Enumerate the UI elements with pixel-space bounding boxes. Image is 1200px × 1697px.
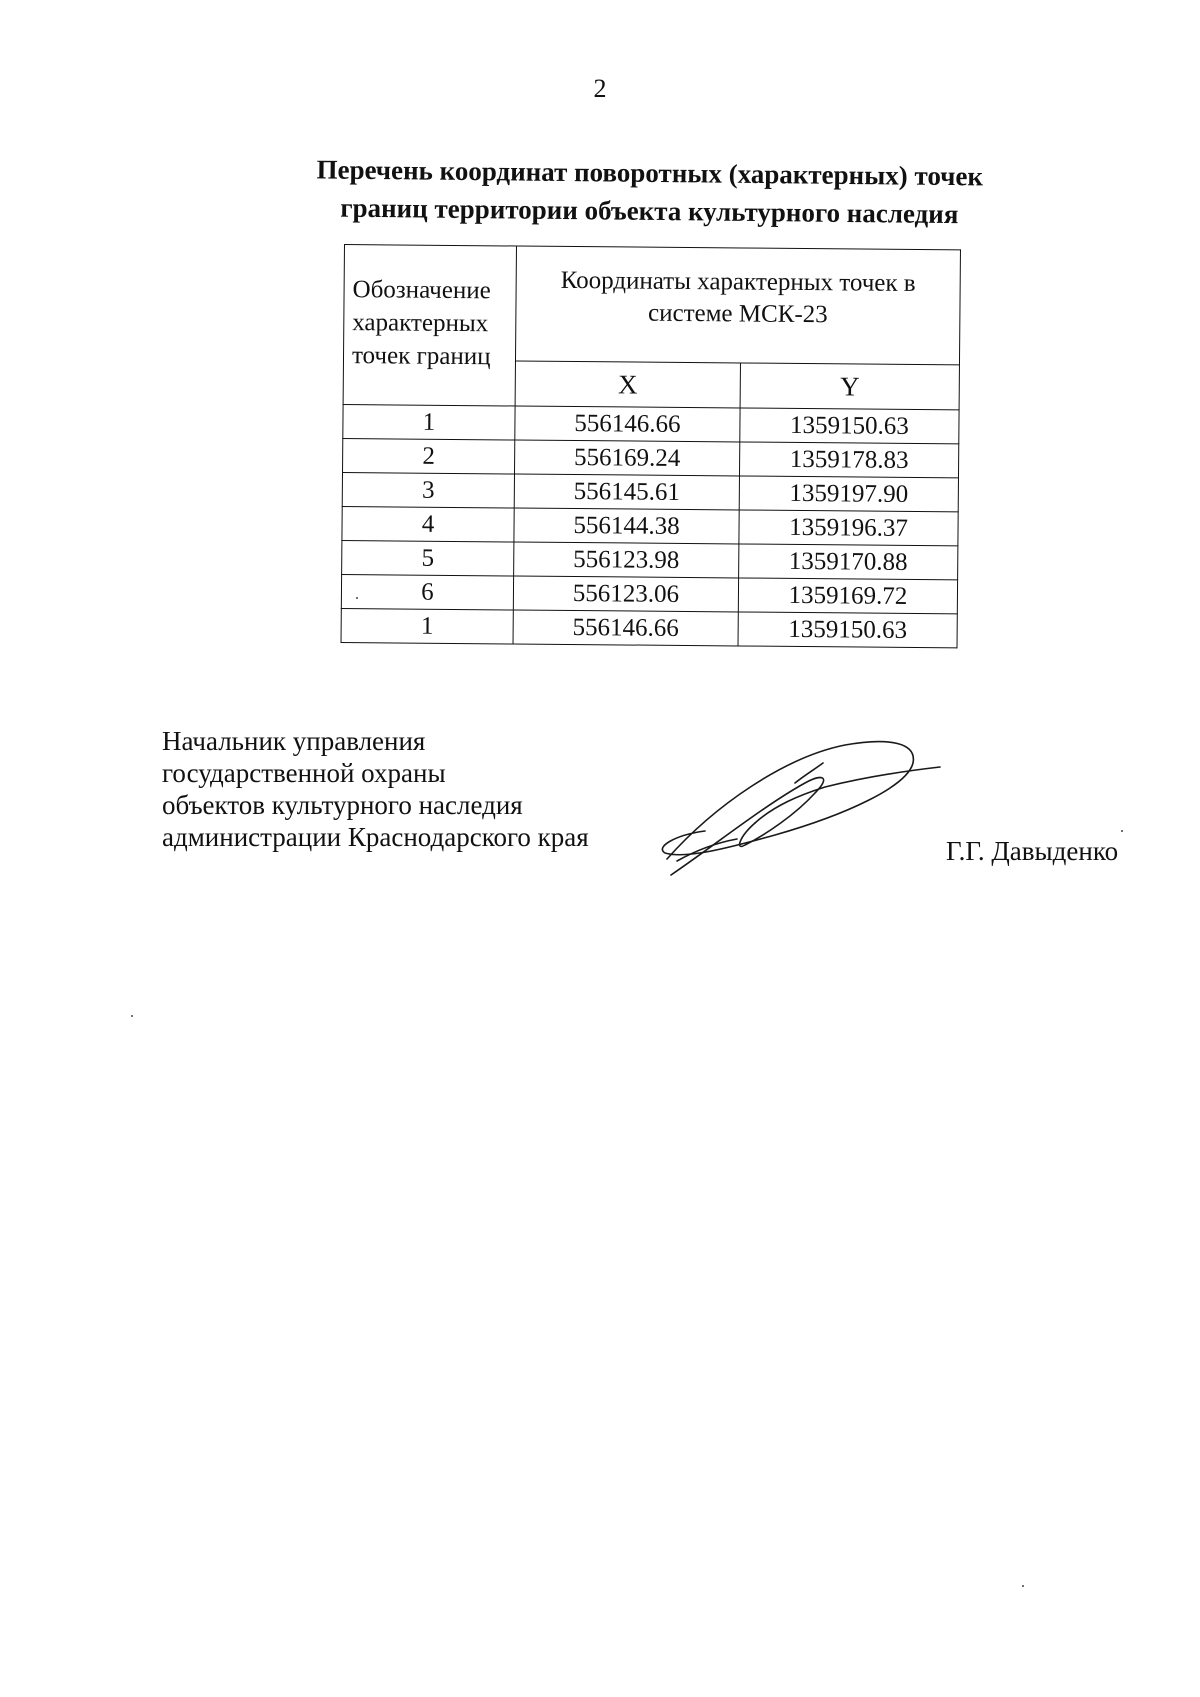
cell-y: 1359197.90 — [739, 476, 958, 512]
table-row — [342, 506, 958, 545]
table-row — [343, 404, 959, 443]
position-line: Начальник управления — [162, 726, 426, 756]
cell-x: 556123.98 — [514, 542, 739, 578]
cell-x: 556169.24 — [514, 440, 739, 476]
scan-speck — [1121, 830, 1123, 832]
header-designation-line: Обозначение — [352, 276, 491, 305]
cell-point: 3 — [342, 472, 514, 507]
cell-y: 1359196.37 — [739, 510, 958, 546]
position-line: государственной охраны — [162, 758, 446, 788]
page-number: 2 — [593, 74, 607, 103]
table-row — [343, 438, 959, 477]
header-coordinates — [515, 246, 960, 365]
scan-speck — [356, 597, 358, 599]
table-row — [342, 472, 958, 511]
scan-speck — [131, 1015, 133, 1017]
header-designation-line: точек границ — [351, 342, 491, 371]
cell-x: 556146.66 — [515, 406, 740, 442]
title-line-2: границ территории объекта культурного наследия — [340, 192, 959, 230]
coordinates-table — [341, 244, 961, 648]
cell-point: 1 — [341, 608, 513, 643]
header-coordinates-line: системе МСК-23 — [647, 299, 828, 329]
cell-point: 1 — [343, 404, 515, 439]
table-header-row — [343, 245, 960, 365]
cell-y: 1359150.63 — [740, 408, 959, 444]
header-designation-line: характерных — [352, 309, 489, 338]
cell-y: 1359170.88 — [739, 544, 958, 580]
scan-speck — [1022, 1585, 1024, 1587]
table-row — [341, 608, 957, 647]
cell-x: 556145.61 — [514, 474, 739, 510]
table-row — [342, 540, 958, 579]
handwritten-signature — [655, 735, 955, 885]
cell-x: 556123.06 — [513, 576, 738, 612]
cell-point: 4 — [342, 506, 514, 541]
document-title — [279, 150, 1020, 234]
header-point-designation — [343, 245, 516, 406]
position-line: администрации Краснодарского края — [162, 822, 589, 852]
cell-y: 1359150.63 — [738, 612, 957, 648]
cell-point: 5 — [342, 540, 514, 575]
title-line-1: Перечень координат поворотных (характерных) точек — [316, 154, 984, 192]
cell-point: 6 — [341, 574, 513, 609]
header-y: Y — [740, 363, 959, 410]
cell-y: 1359169.72 — [738, 578, 957, 614]
cell-x: 556146.66 — [513, 610, 738, 646]
position-line: объектов культурного наследия — [162, 790, 523, 820]
cell-point: 2 — [343, 438, 515, 473]
signer-name: Г.Г. Давыденко — [946, 836, 1119, 866]
table-row — [341, 574, 957, 613]
header-coordinates-line: Координаты характерных точек в — [560, 266, 916, 297]
cell-y: 1359178.83 — [739, 442, 958, 478]
header-x: X — [515, 361, 740, 408]
signatory-position — [162, 725, 589, 853]
cell-x: 556144.38 — [514, 508, 739, 544]
